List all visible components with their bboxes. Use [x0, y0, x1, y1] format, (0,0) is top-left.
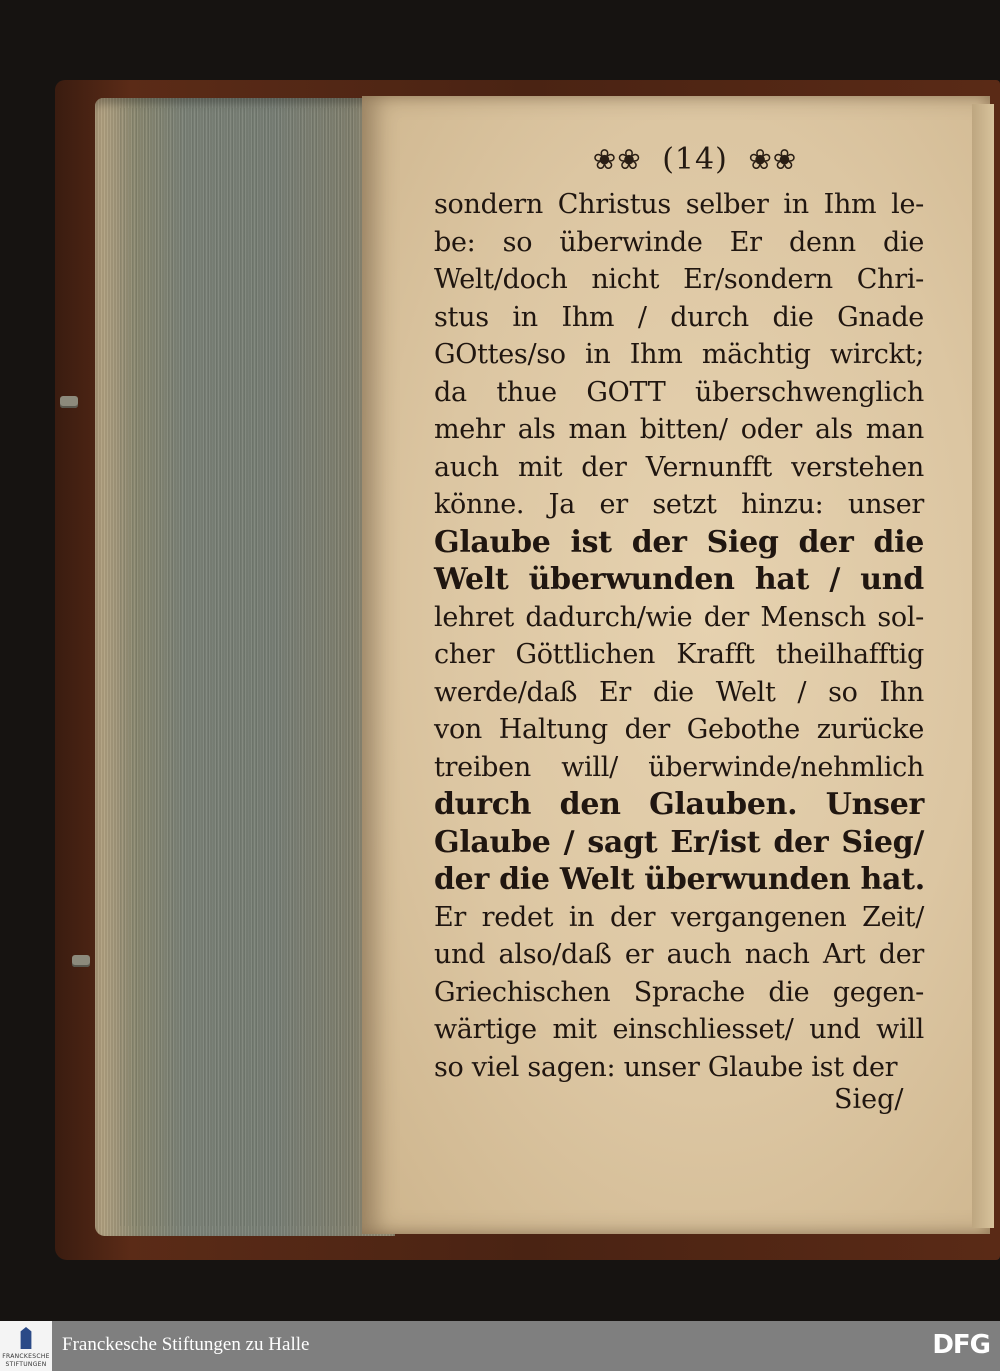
- logo-figure-icon: [17, 1327, 35, 1349]
- text-line: könne. Ja er setzt hinzu: unser: [434, 489, 924, 520]
- logo-text-line-1: FRANCKESCHE: [2, 1353, 50, 1360]
- page-edges: [120, 108, 360, 1226]
- institution-name: Franckesche Stiftungen zu Halle: [62, 1334, 310, 1355]
- page-text: [434, 186, 924, 1086]
- text-line: so viel sagen: unser Glaube ist der: [434, 1051, 898, 1083]
- text-line: Griechischen Sprache die gegen-: [434, 976, 924, 1008]
- text-line: GOttes/so in Ihm mächtig wirckt;: [434, 339, 924, 370]
- text-line: be: so überwinde Er denn die: [434, 226, 924, 258]
- next-page-edge: [972, 104, 994, 1228]
- text-line: auch mit der Vernunfft verstehen: [434, 451, 924, 483]
- text-line: und also/daß er auch nach Art der: [434, 939, 924, 970]
- logo-text-line-2: STIFTUNGEN: [5, 1361, 47, 1368]
- text-line-emphasis: Glaube ist der Sieg der die: [434, 524, 924, 560]
- text-line: lehret dadurch/wie der Mensch sol-: [434, 601, 924, 633]
- page-header: [590, 140, 800, 177]
- text-line-emphasis: Glaube / sagt Er/ist der Sieg/: [434, 824, 924, 860]
- dfg-logo[interactable]: DFG: [932, 1330, 990, 1360]
- ornament-right-icon: ❀❀: [748, 142, 798, 176]
- clasp-bottom: [72, 955, 90, 967]
- text-line: da thue GOTT überschwenglich: [434, 376, 924, 408]
- ornament-left-icon: ❀❀: [592, 142, 642, 176]
- text-line: Er redet in der vergangenen Zeit/: [434, 901, 924, 933]
- footer-bar: [0, 1321, 1000, 1371]
- text-line: von Haltung der Gebothe zurücke: [434, 714, 924, 745]
- text-line-emphasis: durch den Glauben. Unser: [434, 787, 924, 822]
- text-line: cher Göttlichen Krafft theilhafftig: [434, 639, 924, 670]
- text-line: Welt/doch nicht Er/sondern Chri-: [434, 264, 924, 295]
- text-line: treiben will/ überwinde/nehmlich: [434, 751, 924, 783]
- text-line: stus in Ihm / durch die Gnade: [434, 301, 924, 333]
- text-line: werde/daß Er die Welt / so Ihn: [434, 676, 924, 708]
- page-stack: [95, 98, 395, 1236]
- text-line: sondern Christus selber in Ihm le-: [434, 189, 924, 220]
- catchword: Sieg/: [834, 1084, 904, 1115]
- page-number: (14): [662, 141, 728, 177]
- institution-logo[interactable]: [0, 1321, 52, 1371]
- clasp-top: [60, 396, 78, 408]
- text-line: wärtige mit einschliesset/ und will: [434, 1014, 924, 1045]
- text-line-emphasis: der die Welt überwunden hat.: [434, 862, 925, 897]
- text-line: mehr als man bitten/ oder als man: [434, 414, 924, 445]
- text-line-emphasis: Welt überwunden hat / und: [434, 562, 924, 597]
